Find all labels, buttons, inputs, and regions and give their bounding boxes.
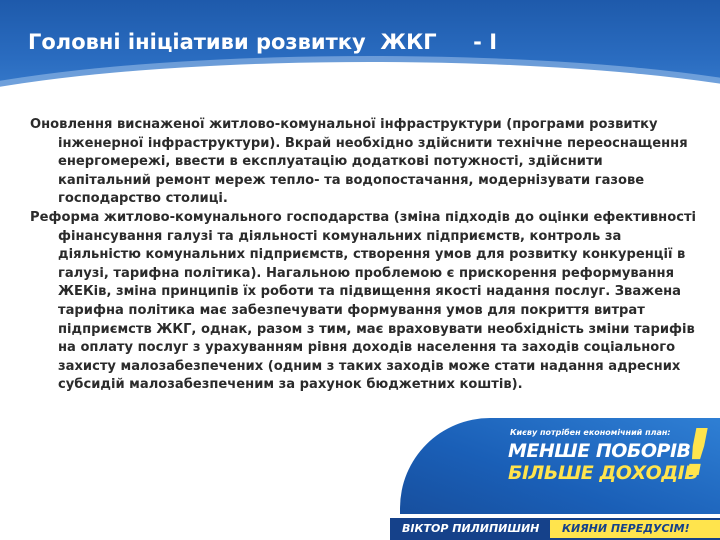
paragraph-infrastructure: Оновлення виснаженої житлово-комунальної інфраструктури (програми розвитку інженерної інфраструктури). Вкрай необхідно здійснити технічне переоснащення енергомережі, ввести в експлуатацію додаткові потужності, здійснити капітальний ремонт мереж тепло- та водопостачання, модернізувати газове господарство столиці. xyxy=(30,117,688,207)
slide-title: Головні ініціативи розвитку ЖКГ - I xyxy=(28,30,498,54)
slogan-box xyxy=(550,520,720,538)
candidate-name: ВІКТОР ПИЛИПИШИН xyxy=(402,522,540,535)
slogan-text: КИЯНИ ПЕРЕДУСІМ! xyxy=(562,522,690,535)
exclamation-mark: ! xyxy=(682,417,712,491)
banner-tagline: Києву потрібен економічний план: xyxy=(510,428,671,437)
banner-headline-1: МЕНШЕ ПОБОРІВ xyxy=(508,440,691,462)
banner-footer-bar xyxy=(390,518,720,540)
paragraph-reform: Реформа житлово-комунального господарства (зміна підходів до оцінки ефективності фінансування галузі та діяльності комунальних підприємств, контроль за діяльністю комунальних підприємств, створення умов для розвитку конкуренції в галузі, тарифна політика). Нагальною проблемою є прискорення реформування ЖЕКів, зміна принципів їх роботи та підвищення якості надання послуг. Зважена тарифна політика має забезпечувати формування умов для покриття витрат підприємств ЖКГ, однак, разом з тим, має враховувати необхідність зміни тарифів на оплату послуг з урахуванням рівня доходів населення та заходів соціального захисту малозабезпечених (одним з таких заходів може стати надання адресних субсидій малозабезпеченим за рахунок бюджетних коштів). xyxy=(30,209,697,393)
campaign-banner xyxy=(390,418,720,540)
banner-headline-2: БІЛЬШЕ ДОХОДІВ xyxy=(508,462,699,484)
header-band xyxy=(0,0,720,106)
slide-body xyxy=(30,116,698,395)
